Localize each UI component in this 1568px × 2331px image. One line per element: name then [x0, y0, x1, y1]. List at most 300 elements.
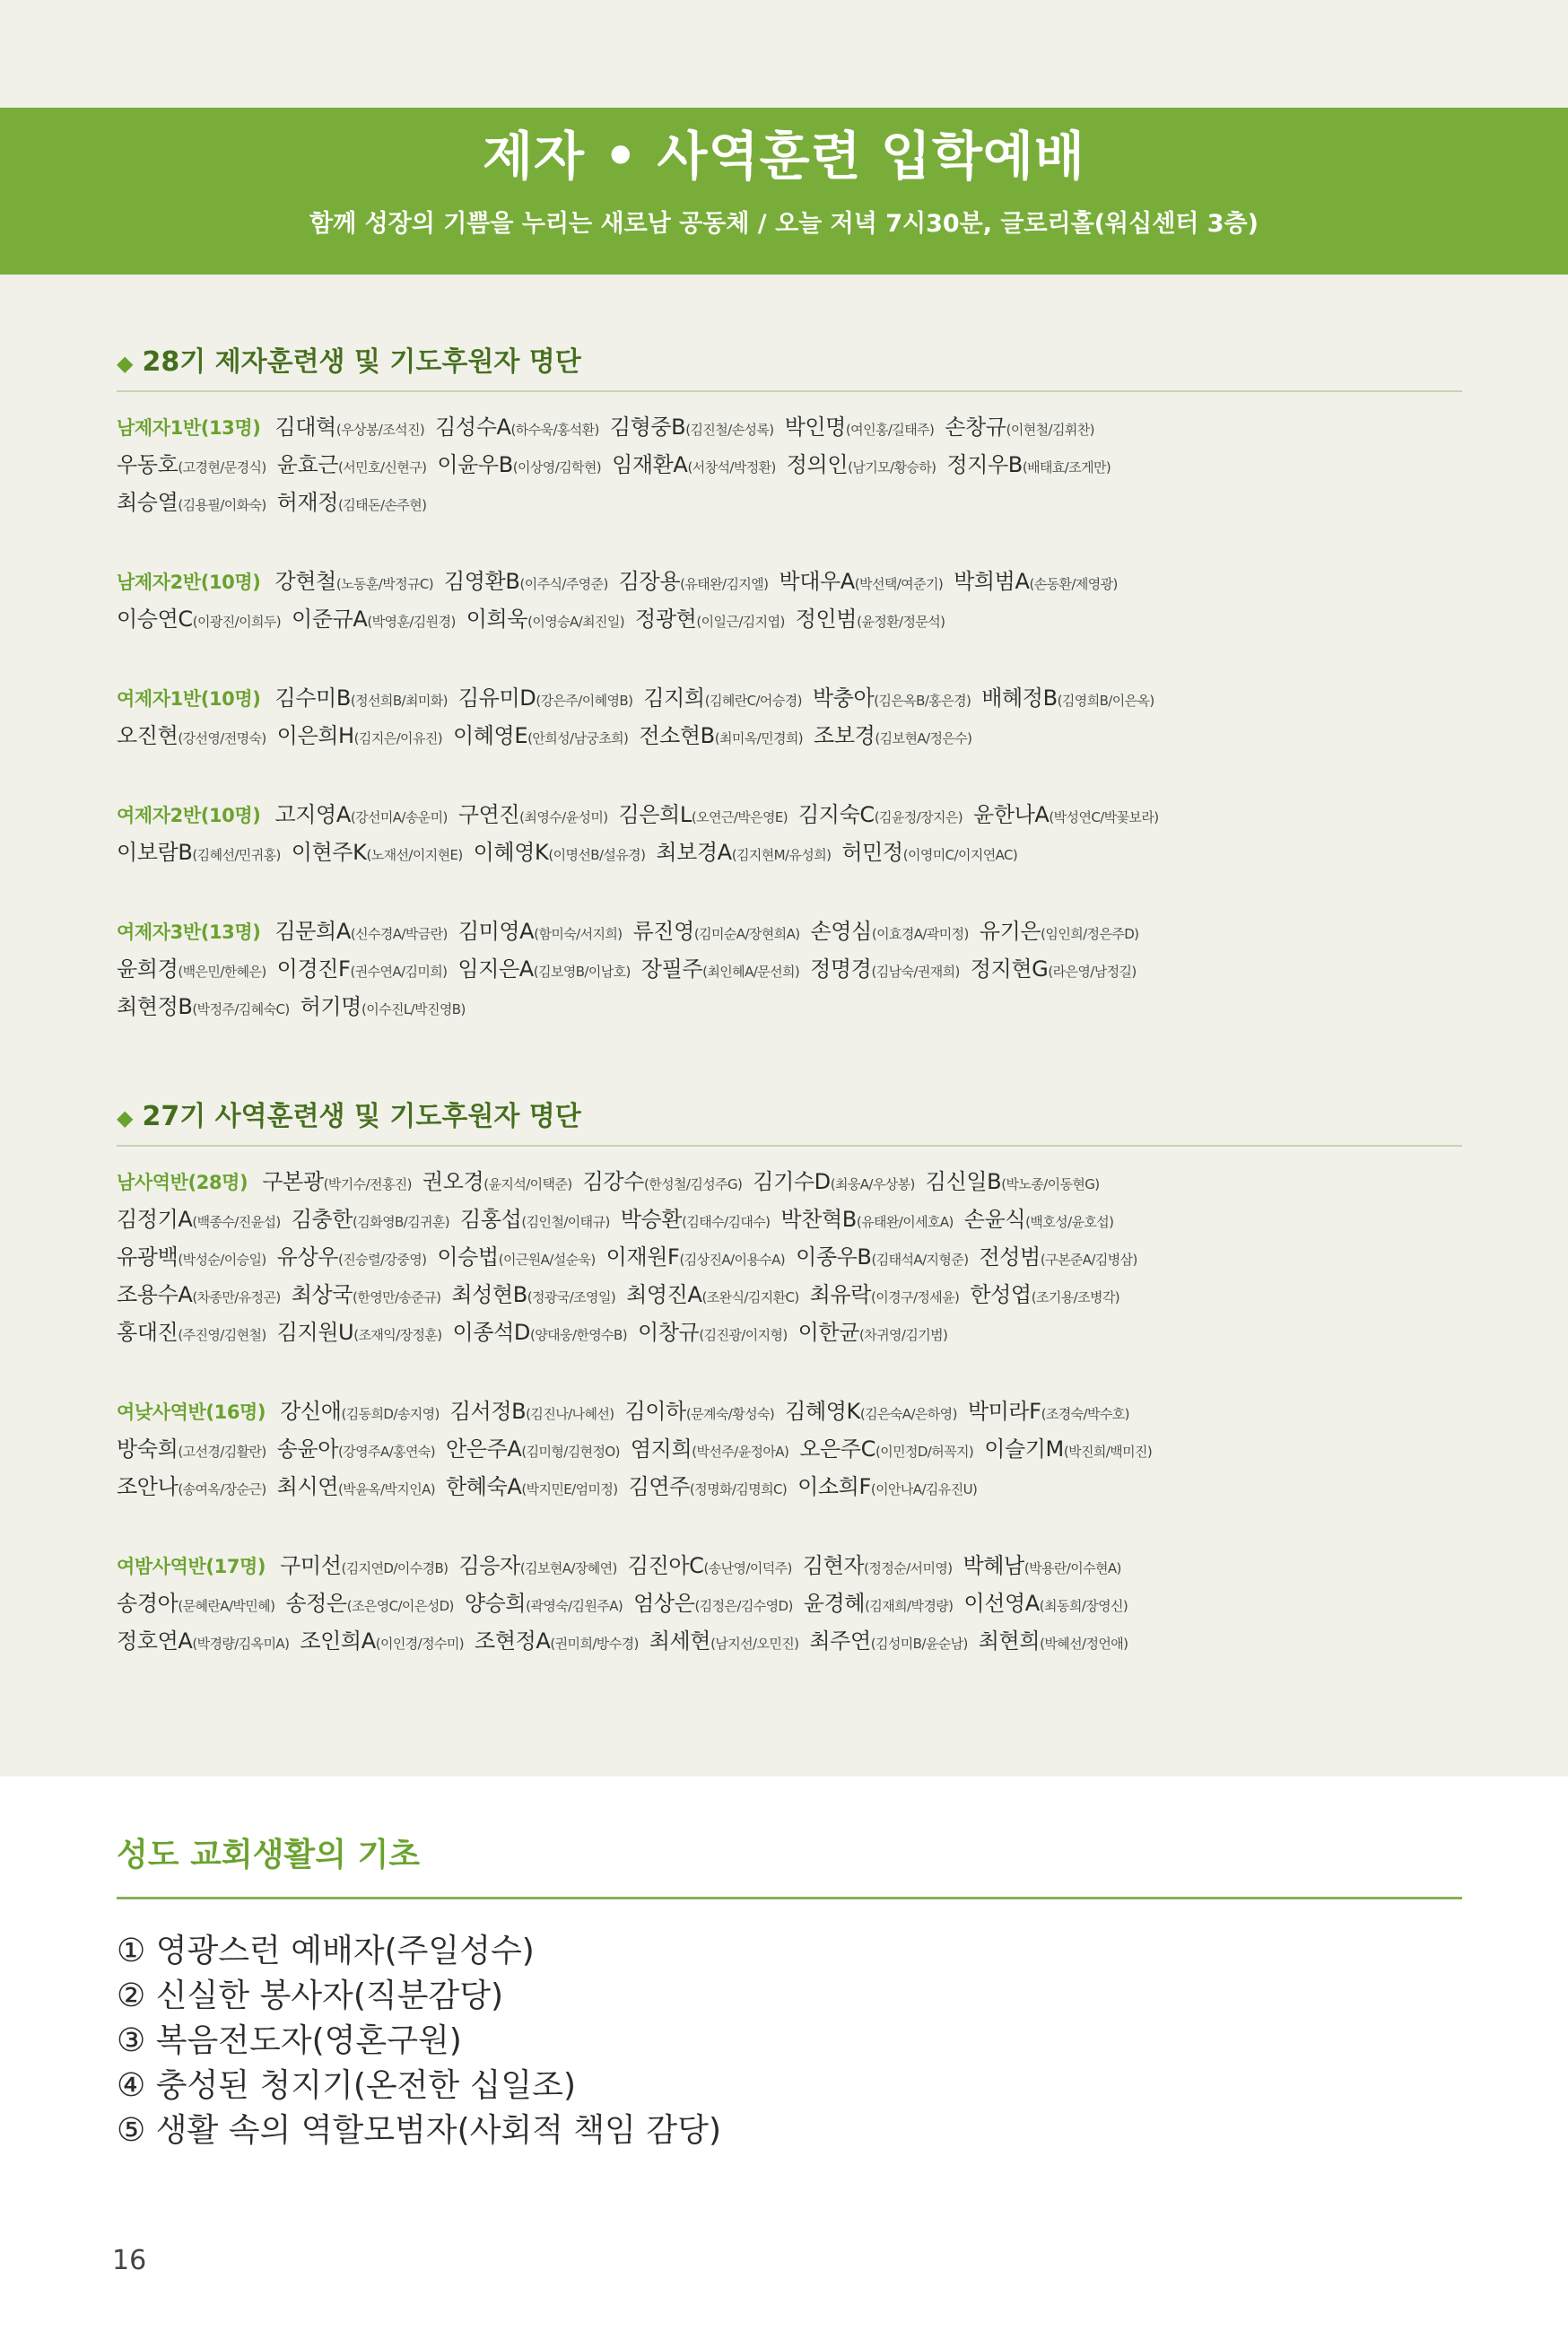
prayer-supporters: (차귀영/김기범) [858, 1327, 948, 1343]
prayer-supporters: (최미옥/민경희) [714, 730, 804, 746]
trainee-name: 오진현 [117, 723, 179, 748]
prayer-supporters: (이상영/김학현) [512, 459, 602, 476]
prayer-supporters: (이근원A/설순욱) [498, 1252, 596, 1268]
trainee-name: 양승희 [464, 1591, 527, 1616]
trainee-entry [274, 802, 447, 827]
trainee-name: 이경진F [276, 956, 351, 982]
prayer-supporters: (우상봉/조석진) [335, 422, 425, 438]
trainee-entry [117, 840, 281, 865]
trainee-entry [626, 1282, 799, 1307]
trainee-entry [274, 569, 433, 594]
trainee-name: 김충한 [291, 1207, 353, 1232]
prayer-supporters: (김은옥B/홍은경) [874, 693, 971, 709]
trainee-name: 구미선 [280, 1553, 342, 1578]
trainee-name: 김형중B [609, 415, 686, 440]
trainee-name: 최상국 [291, 1282, 353, 1307]
roster-line [117, 1276, 1462, 1314]
trainee-name: 최보경A [656, 840, 732, 865]
trainee-entry [466, 607, 624, 632]
trainee-name: 김정기A [117, 1207, 193, 1232]
roster-line [117, 446, 1462, 484]
prayer-supporters: (김은숙A/은하영) [859, 1406, 957, 1422]
trainee-name: 김현자 [802, 1553, 865, 1578]
trainee-name: 김영환B [444, 569, 520, 594]
trainee-entry [968, 1399, 1129, 1424]
prayer-supporters: (김보영B/이남호) [533, 964, 631, 980]
trainee-entry [277, 1436, 435, 1462]
trainee-entry [809, 1628, 967, 1654]
trainee-name: 최현정B [117, 994, 193, 1019]
trainee-entry [633, 919, 800, 944]
trainee-name: 오은주C [799, 1436, 875, 1462]
prayer-supporters: (박윤옥/박지인A) [338, 1481, 435, 1497]
prayer-supporters: (이영승A/최진일) [527, 614, 625, 630]
trainee-entry [810, 1282, 960, 1307]
trainee-name: 김신일B [925, 1169, 1002, 1194]
prayer-supporters: (박지민E/엄미정) [521, 1481, 618, 1497]
prayer-supporters: (김남숙/권재희) [871, 964, 960, 980]
trainee-entry [971, 956, 1137, 982]
prayer-supporters: (안희성/남궁초희) [527, 730, 629, 746]
trainee-name: 구연진 [457, 802, 520, 827]
trainee-name: 강현철 [274, 569, 336, 594]
trainee-entry [277, 1474, 435, 1499]
trainee-name: 전소현B [639, 723, 715, 748]
class-group [117, 563, 1462, 638]
trainee-entry [779, 569, 943, 594]
trainee-name: 김이하 [624, 1399, 686, 1424]
prayer-supporters: (조완식/김지환C) [701, 1289, 799, 1305]
trainee-entry [926, 1169, 1100, 1194]
trainee-name: 박인명 [784, 415, 846, 440]
prayer-supporters: (김지연D/이수경B) [341, 1560, 449, 1576]
prayer-supporters: (박정주/김혜숙C) [192, 1001, 290, 1017]
trainee-entry [796, 607, 945, 632]
trainee-name: 김유미D [457, 685, 536, 711]
trainee-entry [796, 1244, 968, 1270]
trainee-entry [292, 607, 456, 632]
trainee-name: 정명경 [810, 956, 872, 982]
roster-line [117, 408, 1462, 446]
prayer-supporters: (유태완/김지엘) [680, 576, 769, 592]
roster-line [117, 1468, 1462, 1506]
trainee-entry [973, 802, 1158, 827]
trainee-name: 임재환A [612, 452, 688, 477]
trainee-entry [301, 994, 466, 1019]
prayer-supporters: (김지은/이유진) [353, 730, 442, 746]
trainee-name: 이승연C [117, 607, 193, 632]
trainee-name: 유기은 [979, 919, 1041, 944]
trainee-name: 조인희A [300, 1628, 376, 1654]
roster-line [117, 484, 1462, 521]
prayer-supporters: (박경량/김옥미A) [192, 1636, 290, 1652]
trainee-entry [117, 1436, 266, 1462]
roster-line [117, 600, 1462, 638]
trainee-name: 이희욱 [466, 607, 528, 632]
trainee-entry [117, 452, 266, 477]
trainee-name: 윤희경 [117, 956, 179, 982]
trainee-entry [641, 956, 799, 982]
trainee-entry [274, 415, 424, 440]
trainee-name: 장필주 [640, 956, 703, 982]
trainee-entry [446, 1436, 620, 1462]
prayer-supporters: (조은영C/이은성D) [346, 1598, 454, 1614]
trainee-name: 이슬기M [984, 1436, 1064, 1462]
trainee-entry [785, 415, 935, 440]
trainee-name: 엄상은 [633, 1591, 695, 1616]
trainee-name: 박승환 [620, 1207, 683, 1232]
class-label: 남제자2반(10명) [117, 572, 261, 593]
trainee-name: 정광현 [635, 607, 697, 632]
trainee-name: 김응자 [458, 1553, 520, 1578]
trainee-entry [460, 1207, 610, 1232]
trainee-entry [803, 1553, 953, 1578]
trainee-entry [444, 569, 608, 594]
trainee-name: 이소희F [797, 1474, 871, 1499]
trainee-entry [458, 919, 623, 944]
prayer-supporters: (김용필/이화숙) [178, 497, 266, 513]
basics-item: ③ 복음전도자(영혼구원) [117, 2022, 462, 2059]
trainee-name: 박찬혁B [780, 1207, 857, 1232]
prayer-supporters: (하수욱/홍석환) [510, 422, 599, 438]
trainee-entry [814, 723, 971, 748]
prayer-supporters: (유태완/이세호A) [856, 1214, 954, 1230]
trainee-entry [979, 1628, 1128, 1654]
trainee-name: 손창규 [945, 415, 1006, 440]
prayer-supporters: (김상진A/이용수A) [679, 1252, 786, 1268]
trainee-name: 홍대진 [117, 1320, 179, 1345]
trainee-entry [277, 452, 427, 477]
prayer-supporters: (김성미B/윤순남) [870, 1636, 968, 1652]
roster-line [117, 1163, 1462, 1200]
prayer-supporters: (주진영/김현철) [178, 1327, 266, 1343]
trainee-name: 조용수A [117, 1282, 193, 1307]
trainee-entry [954, 569, 1118, 594]
trainee-entry [618, 802, 788, 827]
prayer-supporters: (박진희/백미진) [1063, 1444, 1153, 1460]
trainee-name: 이준규A [292, 607, 368, 632]
prayer-supporters: (구본준A/김병삼) [1040, 1252, 1137, 1268]
trainee-name: 이선영A [963, 1591, 1040, 1616]
prayer-supporters: (고선경/김활란) [178, 1444, 266, 1460]
class-group [117, 408, 1462, 521]
prayer-supporters: (조재익/장정훈) [353, 1327, 442, 1343]
roster-line [117, 1238, 1462, 1276]
trainee-entry [285, 1591, 453, 1616]
trainee-entry [799, 1436, 973, 1462]
class-label: 여낮사역반(16명) [117, 1401, 266, 1423]
prayer-supporters: (김보현A/장혜연) [519, 1560, 617, 1576]
trainee-entry [453, 723, 628, 748]
trainee-name: 임지은A [457, 956, 534, 982]
trainee-name: 김연주 [628, 1474, 690, 1499]
trainee-name: 이재원F [605, 1244, 680, 1270]
trainee-entry [798, 802, 963, 827]
prayer-supporters: (이현철/김휘찬) [1006, 422, 1094, 438]
roster-content [117, 341, 1462, 1730]
trainee-entry [619, 569, 769, 594]
trainee-entry [984, 1436, 1152, 1462]
prayer-supporters: (김정은/김수영D) [694, 1598, 793, 1614]
trainee-entry [798, 1320, 948, 1345]
trainee-name: 최영진A [626, 1282, 702, 1307]
diamond-bullet-icon: ◆ [117, 1105, 134, 1131]
trainee-entry [277, 723, 442, 748]
prayer-supporters: (이인경/정수미) [375, 1636, 465, 1652]
trainee-entry [628, 1553, 792, 1578]
trainee-name: 류진영 [632, 919, 694, 944]
trainee-entry [117, 723, 266, 748]
prayer-supporters: (강영주A/홍연숙) [338, 1444, 435, 1460]
prayer-supporters: (박영훈/김원경) [367, 614, 456, 630]
prayer-supporters: (이영미C/이지연AC) [902, 847, 1018, 863]
prayer-supporters: (정광국/조영일) [527, 1289, 616, 1305]
trainee-name: 박희범A [954, 569, 1030, 594]
trainee-name: 김장용 [618, 569, 681, 594]
roster-line [117, 679, 1462, 717]
prayer-supporters: (김혜란C/어승경) [704, 693, 802, 709]
trainee-name: 정인범 [795, 607, 858, 632]
trainee-entry [621, 1207, 771, 1232]
prayer-supporters: (박성연C/박꽃보라) [1049, 809, 1159, 825]
trainee-entry [649, 1628, 799, 1654]
page-subtitle: 함께 성장의 기쁨을 누리는 새로남 공동체 / 오늘 저녁 7시30분, 글로리홀(워십센터 3층) [309, 210, 1259, 238]
trainee-name: 김미영A [457, 919, 535, 944]
prayer-supporters: (백은민/한혜은) [178, 964, 266, 980]
trainee-entry [292, 1282, 441, 1307]
trainee-name: 정지우B [946, 452, 1023, 477]
trainee-name: 김수미B [274, 685, 351, 711]
prayer-supporters: (김인철/이태규) [521, 1214, 610, 1230]
trainee-name: 배혜정B [981, 685, 1058, 711]
prayer-supporters: (김태돈/손주현) [338, 497, 427, 513]
prayer-supporters: (김태수/김대수) [682, 1214, 771, 1230]
trainee-name: 김지희 [643, 685, 705, 711]
prayer-supporters: (한영만/송준규) [353, 1289, 441, 1305]
trainee-name: 안은주A [446, 1436, 522, 1462]
trainee-name: 최성현B [451, 1282, 527, 1307]
prayer-supporters: (이안나A/김유진U) [870, 1481, 978, 1497]
prayer-supporters: (이광진/이희두) [192, 614, 282, 630]
prayer-supporters: (정정순/서미영) [864, 1560, 953, 1576]
trainee-entry [656, 840, 831, 865]
trainee-entry [117, 1628, 289, 1654]
prayer-supporters: (윤지석/이택준) [483, 1176, 572, 1192]
prayer-supporters: (최인혜A/문선희) [702, 964, 800, 980]
trainee-entry [612, 452, 776, 477]
prayer-supporters: (신수경A/박금란) [350, 926, 448, 942]
trainee-entry [787, 452, 936, 477]
prayer-supporters: (김혜선/민귀홍) [192, 847, 281, 863]
trainee-entry [435, 415, 599, 440]
trainee-name: 김은희L [618, 802, 692, 827]
prayer-supporters: (이효경A/곽미정) [871, 926, 969, 942]
trainee-name: 고지영A [274, 802, 351, 827]
trainee-name: 김기수D [753, 1169, 831, 1194]
trainee-name: 박대우A [779, 569, 855, 594]
section-title [117, 1096, 1462, 1147]
trainee-entry [280, 1399, 440, 1424]
basics-item: ④ 충성된 청지기(온전한 십일조) [117, 2067, 577, 2104]
roster-line [117, 1622, 1462, 1660]
trainee-entry [810, 919, 968, 944]
trainee-entry [475, 1628, 639, 1654]
prayer-supporters: (곽영숙/김원주A) [526, 1598, 623, 1614]
trainee-entry [453, 1320, 627, 1345]
trainee-entry [970, 1282, 1119, 1307]
roster-section [117, 1096, 1462, 1660]
prayer-supporters: (최동희/장영신) [1039, 1598, 1128, 1614]
trainee-entry [583, 1169, 743, 1194]
trainee-name: 염지희 [630, 1436, 693, 1462]
trainee-name: 박혜남 [963, 1553, 1024, 1578]
trainee-name: 이종석D [452, 1320, 530, 1345]
prayer-supporters: (김동희D/송지영) [341, 1406, 440, 1422]
trainee-name: 이종우B [796, 1244, 872, 1270]
trainee-name: 송정은 [285, 1591, 347, 1616]
trainee-name: 이보람B [117, 840, 193, 865]
trainee-entry [810, 956, 960, 982]
trainee-entry [457, 956, 630, 982]
trainee-entry [262, 1169, 412, 1194]
trainee-entry [606, 1244, 785, 1270]
basics-title: 성도 교회생활의 기초 [117, 1830, 1462, 1899]
class-label: 여밤사역반(17명) [117, 1556, 266, 1577]
trainee-entry [946, 452, 1111, 477]
trainee-name: 이윤우B [437, 452, 513, 477]
trainee-entry [292, 840, 463, 865]
trainee-entry [629, 1474, 788, 1499]
trainee-entry [458, 1553, 616, 1578]
prayer-supporters: (이경구/정세윤) [871, 1289, 960, 1305]
trainee-entry [797, 1474, 977, 1499]
trainee-name: 손윤식 [963, 1207, 1026, 1232]
prayer-supporters: (조경숙/박수호) [1041, 1406, 1129, 1422]
trainee-name: 송윤아 [276, 1436, 339, 1462]
prayer-supporters: (송난영/이덕주) [703, 1560, 792, 1576]
prayer-supporters: (이민정D/허꼭지) [875, 1444, 974, 1460]
trainee-name: 구본광 [262, 1169, 324, 1194]
prayer-supporters: (김진광/이지형) [699, 1327, 788, 1343]
class-group [117, 796, 1462, 871]
prayer-supporters: (함미숙/서지희) [534, 926, 623, 942]
roster-section [117, 341, 1462, 1026]
trainee-entry [274, 685, 447, 711]
prayer-supporters: (최영수/윤성미) [519, 809, 608, 825]
prayer-supporters: (윤정환/정문석) [857, 614, 945, 630]
header-banner [0, 108, 1568, 275]
trainee-name: 조현정A [475, 1628, 551, 1654]
page-number: 16 [112, 2245, 147, 2276]
prayer-supporters: (여인홍/길태주) [845, 422, 935, 438]
class-label: 여제자3반(13명) [117, 921, 261, 943]
trainee-name: 김지원U [276, 1320, 354, 1345]
roster-line [117, 717, 1462, 755]
trainee-entry [635, 607, 785, 632]
prayer-supporters: (박혜선/정언애) [1040, 1636, 1128, 1652]
page-title: 제자 • 사역훈련 입학예배 [483, 126, 1085, 187]
trainee-entry [280, 1553, 448, 1578]
trainee-name: 허재정 [276, 490, 339, 515]
trainee-name: 조안나 [117, 1474, 179, 1499]
trainee-entry [780, 1207, 953, 1232]
prayer-supporters: (강은주/이혜영B) [536, 693, 633, 709]
prayer-supporters: (오연근/박은영E) [691, 809, 788, 825]
trainee-entry [639, 723, 803, 748]
trainee-entry [117, 607, 281, 632]
prayer-supporters: (강선미A/송운미) [350, 809, 448, 825]
prayer-supporters: (김화영B/김귀훈) [353, 1214, 450, 1230]
roster-line [117, 1314, 1462, 1351]
trainee-name: 최세현 [649, 1628, 711, 1654]
trainee-name: 이혜영E [452, 723, 528, 748]
trainee-entry [465, 1591, 623, 1616]
trainee-name: 유광백 [117, 1244, 179, 1270]
prayer-supporters: (정명화/김명희C) [689, 1481, 788, 1497]
class-group [117, 1392, 1462, 1506]
trainee-entry [981, 685, 1154, 711]
roster-line [117, 1585, 1462, 1622]
trainee-entry [437, 452, 601, 477]
trainee-entry [117, 490, 266, 515]
prayer-supporters: (김진나/나혜선) [526, 1406, 614, 1422]
trainee-entry [785, 1399, 957, 1424]
trainee-entry [274, 919, 447, 944]
class-label: 여제자2반(10명) [117, 805, 261, 826]
roster-line [117, 1392, 1462, 1430]
roster-line [117, 796, 1462, 834]
trainee-entry [804, 1591, 954, 1616]
trainee-name: 손영심 [810, 919, 872, 944]
trainee-entry [631, 1436, 788, 1462]
section-title-text: 28기 제자훈련생 및 기도후원자 명단 [142, 346, 581, 378]
trainee-name: 윤효근 [276, 452, 339, 477]
trainee-name: 김지숙C [798, 802, 875, 827]
prayer-supporters: (박성순/이승일) [178, 1252, 266, 1268]
trainee-name: 허기명 [300, 994, 362, 1019]
trainee-name: 한성엽 [970, 1282, 1032, 1307]
trainee-entry [277, 956, 448, 982]
prayer-supporters: (이일근/김지엽) [696, 614, 785, 630]
trainee-entry [458, 802, 608, 827]
class-group [117, 1163, 1462, 1351]
prayer-supporters: (진승렬/강중영) [338, 1252, 427, 1268]
section-title-text: 27기 사역훈련생 및 기도후원자 명단 [142, 1101, 581, 1132]
trainee-entry [753, 1169, 915, 1194]
roster-line [117, 1547, 1462, 1585]
prayer-supporters: (박용란/이수현A) [1024, 1560, 1121, 1576]
roster-line [117, 912, 1462, 950]
class-group [117, 1547, 1462, 1660]
prayer-supporters: (김재희/박경량) [865, 1598, 954, 1614]
trainee-name: 최주연 [809, 1628, 871, 1654]
roster-line [117, 563, 1462, 600]
trainee-name: 정의인 [786, 452, 849, 477]
trainee-entry [841, 840, 1017, 865]
prayer-supporters: (강선영/전명숙) [178, 730, 266, 746]
trainee-name: 최유락 [809, 1282, 872, 1307]
trainee-name: 강신애 [280, 1399, 342, 1424]
prayer-supporters: (서창석/박정환) [687, 459, 776, 476]
class-group [117, 679, 1462, 755]
prayer-supporters: (김진철/손성록) [685, 422, 774, 438]
trainee-entry [277, 1320, 442, 1345]
prayer-supporters: (노동훈/박정규C) [335, 576, 434, 592]
trainee-name: 이한균 [797, 1320, 859, 1345]
trainee-name: 권오경 [422, 1169, 484, 1194]
trainee-entry [964, 1207, 1114, 1232]
prayer-supporters: (문계숙/황성숙) [685, 1406, 775, 1422]
